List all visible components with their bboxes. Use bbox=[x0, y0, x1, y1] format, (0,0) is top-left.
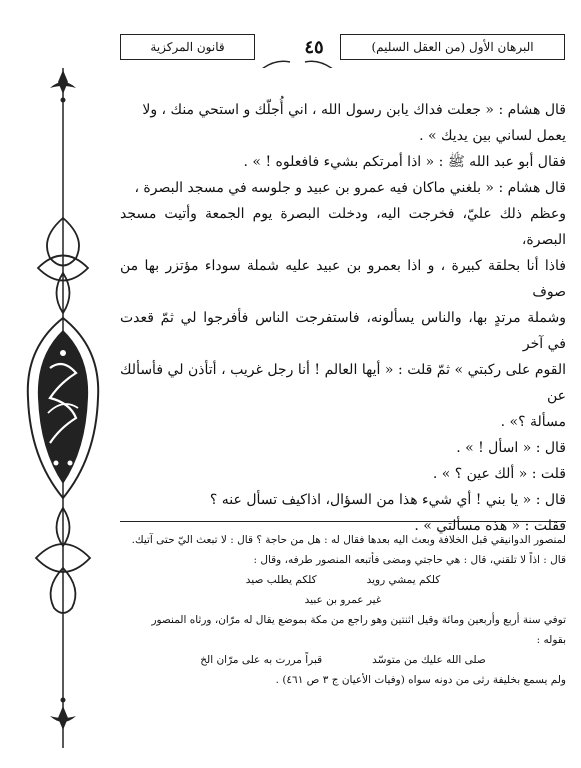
decorative-border-ornament bbox=[20, 68, 106, 748]
footnote-line: توفي سنة أربع وأربعين ومائة وقيل اثنتين وهو راجع من مكة بموضع يقال له مرّان، ورثاه المنصور bbox=[151, 614, 566, 626]
dialogue-line: قلت : « ألك عين ؟ » . bbox=[432, 466, 566, 482]
footnote-divider bbox=[120, 521, 566, 522]
dialogue-line: فقلت : « هذه مسألتي » . bbox=[414, 518, 566, 534]
poem-hemistich: كلكم يطلب صيد bbox=[245, 574, 317, 586]
header-chapter-title bbox=[340, 34, 565, 60]
chapter-title-text: البرهان الأول (من العقل السليم) bbox=[371, 40, 534, 54]
poem-hemistich: صلى الله عليك من متوسّد bbox=[372, 654, 486, 666]
text-line: وشملة مرتدٍ بها، والناس يسألونه، فاستفرجت الناس فأفرجوا لي ثمّ قعدت في آخر bbox=[120, 310, 566, 352]
footnote-line: ولم يسمع بخليفة رثى من دونه سواه (وفيات الأعيان ج ٣ ص ٤٦١) . bbox=[275, 674, 566, 686]
text-line: فقال أبو عبد الله ﷺ : « اذا أمرتكم بشيء فافعلوه ! » . bbox=[243, 154, 566, 170]
poem-hemistich: قبراً مررت به على مرّان الخ bbox=[200, 654, 323, 666]
dialogue-line: قال : « يا بني ! أي شيء هذا من السؤال، اذاكيف تسأل عنه ؟ bbox=[209, 492, 566, 508]
text-line: فاذا أنا بحلقة كبيرة ، و اذا بعمرو بن عبيد عليه شملة سوداء مؤتزر بها من صوف bbox=[120, 258, 566, 300]
header-book-title bbox=[120, 34, 255, 60]
poem-verse bbox=[120, 570, 566, 590]
text-line: قال هشام : « جعلت فداك يابن رسول الله ، اني أُجلّك و استحي منك ، ولا bbox=[142, 102, 566, 118]
page-number: ٤٥ bbox=[304, 36, 324, 58]
footnote-line: بقوله : bbox=[536, 634, 566, 646]
dialogue-line: قال : « اسأل ! » . bbox=[456, 440, 566, 456]
poem-hemistich: غير عمرو بن عبيد bbox=[304, 594, 382, 606]
text-line: وعظم ذلك عليّ، فخرجت اليه، ودخلت البصرة يوم الجمعة وأتيت مسجد البصرة، bbox=[120, 206, 566, 248]
text-line: مسألة ؟» . bbox=[500, 414, 566, 430]
text-line: يعمل لساني بين يديك » . bbox=[419, 128, 566, 144]
footnote-line: قال : اذاً لا تلقني، قال : هي حاجتي ومضى فأتبعه المنصور طرفه، وقال : bbox=[253, 554, 566, 566]
poem-verse bbox=[120, 650, 566, 670]
poem-hemistich: كلكم يمشي رويد bbox=[366, 574, 441, 586]
footnotes-block bbox=[120, 530, 566, 690]
footnote-line: لمنصور الدوانيقي قبل الخلافة وبعث اليه بعدها فقال له : هل من حاجة ؟ قال : لا تبعث اليّ حتى آتيك. bbox=[131, 534, 566, 546]
text-line: قال هشام : « بلغني ماكان فيه عمرو بن عبيد و جلوسه في مسجد البصرة ، bbox=[134, 180, 566, 196]
main-text-block bbox=[120, 97, 566, 539]
text-line: القوم على ركبتي » ثمّ قلت : « أيها العالم ! أنا رجل غريب ، أتأذن لي فأسألك عن bbox=[120, 362, 566, 404]
book-title-text: قانون المركزية bbox=[150, 40, 225, 54]
